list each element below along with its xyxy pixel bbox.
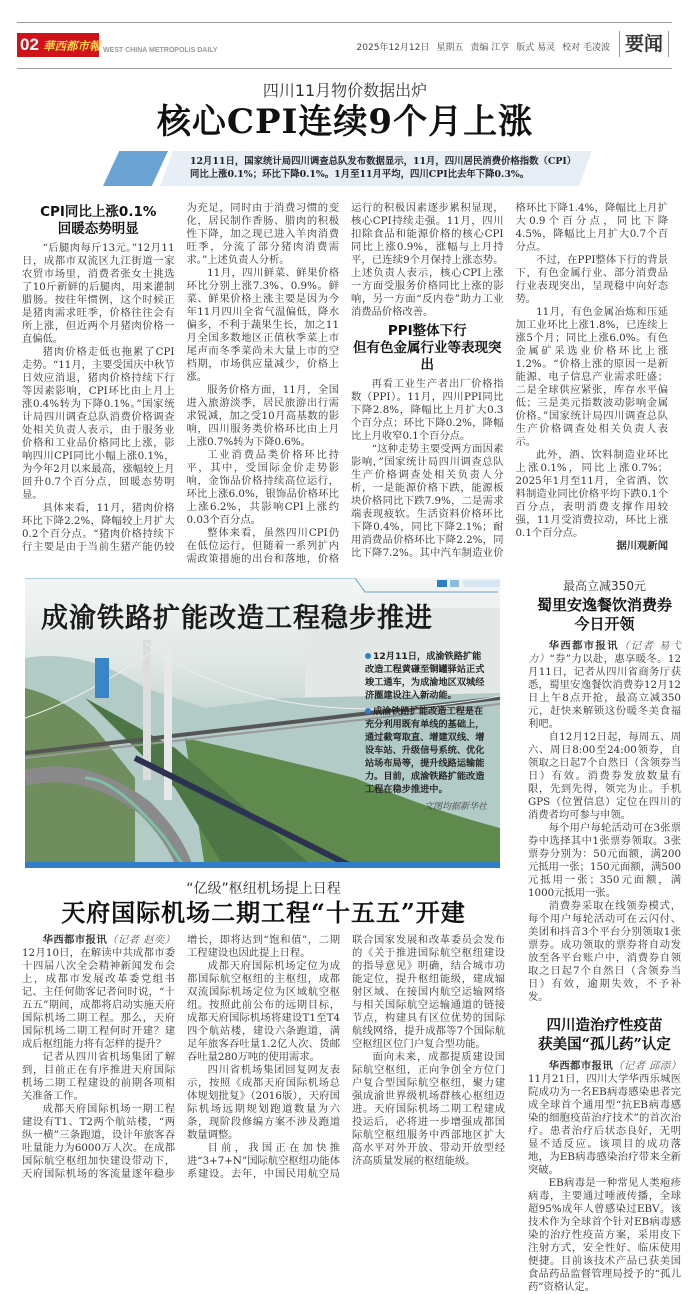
paragraph: 具体来看，11月，猪肉价格环比下降2.2%，降幅较上月扩大0.2个百分点。“猪肉价格持续下行主要是由于当前生猪产能仍较为充足，同时由于消费习惯的变化，居民制作香肠、腊肉的积极性下降，加之现已进入羊肉消费旺季，分流了部分猪肉消费需求。”上述负责人分析。 [22,202,339,553]
top-article-title: 核心CPI连续9个月上涨 [156,102,534,142]
subheading-line: PPI整体下行 [387,323,467,339]
paragraph: 每个用户每轮活动可在3张票券中选择其中1张票券领取。3张票券分别为：50元面额，满200元抵用一张；150元面额，满500元抵用一张；350元面额，满1000元抵用一张。 [528,822,681,899]
byline: 华西都市报讯 [42,934,108,946]
right-column [528,578,681,1294]
masthead [17,23,672,68]
vaccine-article [528,1016,681,1294]
paragraph: 再看工业生产者出厂价格指数（PPI）。11月，四川PPI同比下降2.8%，降幅比上月扩大0.3个百分点；环比下降0.2%，降幅比上月收窄0.1个百分点。 [351,378,504,442]
subheading-line: 但有色金属行业等表现突出 [353,340,502,373]
vaccine-body [528,1060,681,1294]
title-line: 获美国“孤儿药”认定 [538,1036,671,1053]
airport-title: 天府国际机场二期工程“十五五”开建 [61,898,466,927]
top-article-kicker: 四川11月物价数据出炉 [262,81,428,100]
news-photo-panel [25,578,500,868]
photo-captions [365,650,487,815]
lower-left-column [22,578,505,1181]
lead-paragraph [528,640,681,731]
photo-credit: 文图均据新华社 [423,802,487,812]
paragraph: 不过，在PPI整体下行的背景下，有色金属行业、部分消费品行业表现突出，呈现稳中向好态势。 [515,254,668,305]
top-article-summary: 12月11日，国家统计局四川调查总队发布数据显示，11月，四川居民消费价格指数（CPI）同比上涨0.1%；环比下降0.1%。1月至11月平均，四川CPI比去年下降0.3%。 [190,156,572,180]
lower-section [0,578,690,1294]
reporter: （记者 易弋力） [528,640,681,665]
paragraph: 猪肉价格走低也拖累了CPI走势。“11月，主要受国庆中秋节日效应消退，猪肉价格持续下行等因素影响，CPI环比由上月上涨0.4%转为下降0.1%。”国家统计局四川调查总队消费价格调查处相关负责人表示，由于服务业价格和工业品价格同比上涨，影响四川CPI同比小幅上涨0.1%，为今年2月以来最高，涨幅较上月回升0.7个百分点，回暖态势明显。 [22,346,175,501]
issue-meta [357,40,610,53]
paragraph: 整体来看，虽然四川CPI仍在低位运行，但随着一系列扩内需政策措施的出台和落地，价格运行的积极因素逐步累积显现，核心CPI持续走强。11月，四川扣除食品和能源价格的核心CPI同比上涨0.9%，涨幅与上月持平，已连续9个月保持上涨态势。上述负责人表示，核心CPI上涨一方面受服务价格同比上涨的影响，另一方面“反内卷”助力工业消费品价格改善。 [186,202,504,565]
title-line: 今日开领 [574,615,635,633]
airport-kicker: “亿级”枢纽机场提上日程 [186,881,341,897]
paragraph: 目前，我国正在加快推进“3+7+N”国际航空枢纽功能体系建设。去年，中国民用航空局联合国家发展和改革委员会发布的《关于推进国际航空枢纽建设的指导意见》明确，结合城市功能定位，提升枢纽能级，建成辐射区域、在接国内航空运输网络与相关国际航空运输通道的链接节点，构建具有区位优势的国际航线网络，提升成都等7个国际航空枢纽区位门户复合型功能。 [187,934,505,1180]
byline: 华西都市报讯 [548,640,620,652]
paragraph-text: 12月10日，在解读中共成都市委十四届八次全会精神新闻发布会上，成都市发展改革委党组书记、主任何勋客记者问时说，“十五五”期间，成都将启动实施天府国际机场二期工程。那么，天府国际机场二期工程何时开建？建成后枢纽能力将有怎样的提升？ [22,947,175,1050]
caption-text: 12月11日，成渝铁路扩能改造工程黄磏至铜罐驿站正式竣工通车，为成渝地区双城经济圈建设注入新动能。 [365,651,485,701]
caption-1 [365,650,487,702]
paragraph: “这种走势主要受两方面因素影响，”国家统计局四川调查总队生产价格调查处相关负责人分析，一是能源价格下跌，能源板块价格同比下跌7.9%，二是需求端表现疲软。生活资料价格环比下降0.4%，同比下降2.1%；耐用消费品价格环比下降2.2%，同比下降7.2%。其中汽车制造业价格环比下降1.4%，降幅比上月扩大0.9个百分点，同比下降4.5%，降幅比上月扩大0.7个百分点。 [351,202,668,559]
photo-headline: 成渝铁路扩能改造工程稳步推进 [41,603,433,634]
paragraph: “后腿肉每斤13元。”12月11日，成都市双流区九江街道一家农贸市场里，消费者张女士挑选了10斤新鲜的后腿肉，用来灌制腊肠。按往年惯例，这个时候正是猪肉需求旺季，价格往往会有所上涨，但近两个月猪肉价格一直偏低。 [22,242,175,345]
paragraph-text: “券”力以赴，惠享暖冬。12月11日，记者从四川省商务厅获悉，蜀里安逸餐饮消费券12月12日上午8点开抢，最高立减350元，赶快来解锁这份暖冬美食福利吧。 [528,653,681,730]
reporter: （记者 邱添） [613,1060,681,1072]
paragraph: 消费券采取在线领券模式，每个用户每轮活动可在云闪付、美团和抖音3个平台分别领取1张票券。成功领取的票券将自动发放至各平台账户中，消费券自领取之日起7个自然日（含领券当日）有效，逾期失效，不予补发。 [528,900,681,1003]
paragraph: 四川省机场集团回复网友表示，按照《成都天府国际机场总体规划批复》（2016版），天府国际机场远期规划跑道数量为六条，现阶段修编方案不涉及跑道数量调整。 [187,1064,340,1141]
lead-paragraph [528,1060,681,1177]
paragraph-text: 11月21日，四川大学华西乐城医院成功为一名EB病毒感染患者完成全球首个通用型“抗EB病毒感染的细胞疫苗治疗技术”的首次治疗。患者治疗后状态良好，无明显不适反应。该项目的成功落地，为EB病毒感染治疗带来全新突破。 [528,1073,681,1176]
summary-box [103,151,592,186]
newspaper-english-name: WEST CHINA METROPOLIS DAILY [103,47,218,54]
paragraph: EB病毒是一种常见人类疱疹病毒，主要通过唾液传播，全球超95%成年人曾感染过EBV。该技术作为全球首个针对EB病毒感染的治疗性疫苗方案，采用皮下注射方式，安全性好、临床使用便捷。目前该技术产品已获美国食品药品监督管理局授予的“孤儿药”资格认定。 [528,1177,681,1293]
bullet-icon [365,708,371,714]
paragraph: 成都天府国际机场定位为成都国际航空枢纽的主枢纽，成都双流国际机场定位为区域航空枢纽。按照此前公布的远期目标，成都天府国际机场将建设T1至T4四个航站楼，建设六条跑道，满足年旅客吞吐量1.2亿人次、货邮吞吐量280万吨的使用需求。 [187,960,340,1063]
vaccine-title [528,1016,681,1054]
caption-2 [365,705,487,796]
airport-body [22,934,505,1181]
voucher-body [528,640,681,1004]
newspaper-logo: 華西都市報 [43,39,101,53]
subheading-cpi [22,204,175,238]
subheading-ppi [351,323,504,374]
paragraph: 面向未来，成都提质建设国际航空枢纽，正向争创全方位门户复合型国际航空枢纽，聚力建强成渝世界级机场群核心枢纽迈进。天府国际机场二期工程建成投运后，必将进一步增强成都国际航空枢纽服务中西部地区扩大高水平对外开放、带动开放型经济高质量发展的枢纽能级。 [352,1051,505,1167]
section-name: 要闻 [619,31,669,57]
issue-weekday: 星期五 [436,43,464,53]
paragraph: 此外，酒、饮料制造业环比上涨0.1%，同比上涨0.7%；2025年1月至11月，全省酒、饮料制造业同比价格平均下跌0.1个百分点，表明消费支撑作用较强，11月受消费拉动，环比上涨0.1个百分点。 [515,449,668,539]
header-rule-bottom [17,68,672,69]
photo-bottom-bar [25,862,500,868]
page-number: 02 [20,35,39,54]
summary-tab [103,151,168,186]
paragraph: 服务价格方面，11月，全国进入旅游淡季，居民旅游出行需求锐减，加之受10月高基数的影响，四川服务类价格环比由上月上涨0.7%转为下降0.6%。 [186,384,339,448]
paragraph: 自12月12日起，每周五、周六、周日8:00至24:00领券，自领取之日起7个自然日（含领券当日）有效。消费券发放数量有限，先到先得，领完为止。手机GPS（位置信息）定位在四川的消费者均可参与申领。 [528,731,681,821]
paragraph: 成都天府国际机场一期工程建设有T1、T2两个航站楼，“两纵一横”三条跑道，设计年旅客吞吐量能力为6000万人次。在成都国际航空枢纽加快建设带动下，天府国际机场的客流量逐年稳步增长，即将达到“饱和值”，二期工程建设也因此提上日程。 [22,934,340,1180]
caption-text: 成渝铁路扩能改造工程是在充分利用既有单线的基础上，通过截弯取直、增建双线、增设车站、升级信号系统、优化站场布局等，提升线路运输能力。目前，成渝铁路扩能改造工程在稳步推进中。 [365,706,485,795]
lead-paragraph [22,934,175,1051]
paragraph: 记者从四川省机场集团了解到，目前正在有序推进天府国际机场二期工程建设的前期各项相关准备工作。 [22,1051,175,1102]
byline: 华西都市报讯 [548,1060,614,1072]
subheading-line: 回暖态势明显 [57,221,139,237]
editor-credit: 责编 江亨 [470,43,510,53]
issue-date: 2025年12月12日 [356,43,430,53]
bullet-icon [365,653,371,659]
voucher-title [528,596,681,634]
voucher-article [528,578,681,1004]
layout-credit: 版式 易灵 [516,43,556,53]
paragraph: 11月，有色金属冶炼和压延加工业环比上涨1.8%，已连续上涨5个月；同比上涨6.0%。有色金属矿采选业价格环比上涨1.2%。“价格上涨的原因一是新能源、电子信息产业需求旺盛；二是全球供应紧张，库存水平偏低；三是美元指数波动影响金属价格。”国家统计局四川调查总队生产价格调查处相关负责人表示。 [515,306,668,448]
title-line: 四川造治疗性疫苗 [546,1017,663,1034]
paragraph: 工业消费品类价格环比持平，其中，受国际金价走势影响，金饰品价格持续高位运行，环比上涨6.0%，银饰品价格环比上涨6.2%，共影响CPI上涨约0.03个百分点。 [186,449,339,526]
article-source: 据川观新闻 [616,540,668,552]
subheading-line: CPI同比上涨0.1% [40,204,157,220]
paragraph: 11月，四川鲜菜、鲜果价格环比分别上涨7.3%、0.9%。鲜菜、鲜果价格上涨主要是因为今年11月四川全省气温偏低，降水偏多，不利于蔬果生长，加之11月全国多数地区正值秋季菜上市尾声而冬季菜尚未大量上市的空档期，市场供应量减少，价格上涨。 [186,267,339,383]
voucher-kicker: 最高立减350元 [563,579,646,593]
proof-credit: 校对 毛凌波 [562,43,610,53]
page-badge [17,33,99,57]
reporter: （记者 赵奕） [107,934,175,946]
title-line: 蜀里安逸餐饮消费券 [536,596,672,614]
top-article-body [22,202,668,566]
